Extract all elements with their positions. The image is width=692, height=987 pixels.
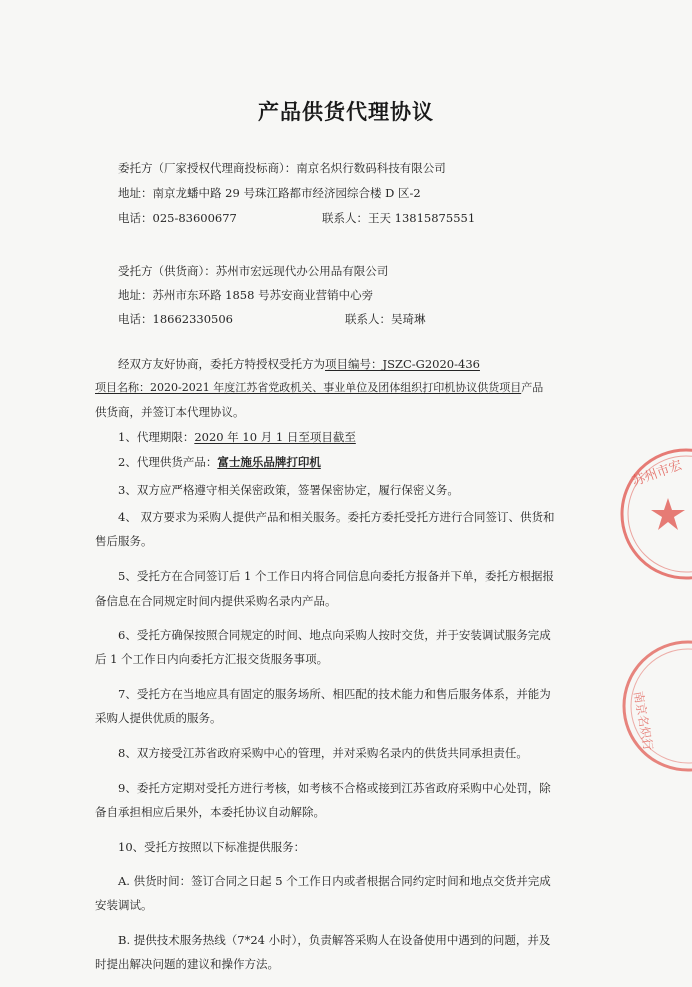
company-seal-stamp-2 xyxy=(612,636,692,776)
intro-line-3: 供货商，并签订本代理协议。 xyxy=(95,405,245,419)
principal-phone-label: 电话： xyxy=(118,211,153,225)
agent-contact-label: 联系人： xyxy=(345,312,391,326)
seal-2-text: 南京名炽行 xyxy=(631,690,656,752)
principal-phone: 025-83600677 xyxy=(152,211,237,225)
principal-phone-line xyxy=(118,210,237,226)
intro-part1: 经双方友好协商，委托方特授权受托方为 xyxy=(118,357,325,371)
clause-6-line-1: 6、受托方确保按照合同规定的时间、地点向采购人按时交货，并于安装调试服务完成 xyxy=(118,628,551,642)
agent-name: 苏州市宏远现代办公用品有限公司 xyxy=(215,264,389,278)
intro-line-1 xyxy=(118,356,480,372)
clause-3: 3、双方应严格遵守相关保密政策，签署保密协定，履行保密义务。 xyxy=(118,483,459,497)
principal-address-line xyxy=(118,185,421,201)
agent-name-line xyxy=(118,263,388,279)
principal-name: 南京名炽行数码科技有限公司 xyxy=(296,161,446,175)
clause-5-line-2: 备信息在合同规定时间内提供采购名录内产品。 xyxy=(95,594,337,608)
principal-name-label: 委托方（厂家授权代理商投标商）： xyxy=(118,161,297,175)
principal-address: 南京龙蟠中路 29 号珠江路都市经济园综合楼 D 区-2 xyxy=(152,186,421,200)
intro-project-no: 项目编号：JSZC-G2020-436 xyxy=(325,357,480,371)
agent-phone: 18662330506 xyxy=(152,312,233,326)
agent-phone-line xyxy=(118,311,233,327)
intro-part2: 产品 xyxy=(521,381,544,394)
company-seal-stamp-1 xyxy=(608,446,692,582)
clause-7-line-2: 采购人提供优质的服务。 xyxy=(95,711,222,725)
agent-address: 苏州市东环路 1858 号苏安商业营销中心旁 xyxy=(152,288,374,302)
agent-phone-label: 电话： xyxy=(118,312,153,326)
principal-contact: 王天 13815875551 xyxy=(368,211,476,225)
principal-contact-label: 联系人： xyxy=(322,211,368,225)
clause-8: 8、双方接受江苏省政府采购中心的管理，并对采购名录内的供货共同承担责任。 xyxy=(118,746,528,760)
clause-2-label: 2、代理供货产品： xyxy=(118,455,218,469)
clause-7-line-1: 7、受托方在当地应具有固定的服务场所、相匹配的技术能力和售后服务体系，并能为 xyxy=(118,687,551,701)
clause-a-line-2: 安装调试。 xyxy=(95,898,153,912)
seal-1-text: 苏州市宏 xyxy=(630,457,685,490)
clause-1-label: 1、代理期限： xyxy=(118,430,195,444)
clause-9-line-2: 备自承担相应后果外，本委托协议自动解除。 xyxy=(95,805,325,819)
agent-contact-line xyxy=(345,311,426,327)
agent-name-label: 受托方（供货商）： xyxy=(118,264,216,278)
intro-project-name: 项目名称：2020-2021 年度江苏省党政机关、事业单位及团体组织打印机协议供货项目 xyxy=(95,381,522,394)
document-title: 产品供货代理协议 xyxy=(258,99,434,124)
intro-line-2 xyxy=(95,380,543,396)
clause-2-value: 富士施乐品牌打印机 xyxy=(217,455,321,469)
agent-address-label: 地址： xyxy=(118,288,153,302)
clause-a-line-1: A. 供货时间：签订合同之日起 5 个工作日内或者根据合同约定时间和地点交货并完成 xyxy=(118,874,551,888)
clause-5-line-1: 5、受托方在合同签订后 1 个工作日内将合同信息向委托方报备并下单，委托方根据报 xyxy=(118,569,554,583)
clause-9-line-1: 9、委托方定期对受托方进行考核，如考核不合格或接到江苏省政府采购中心处罚，除 xyxy=(118,781,551,795)
principal-name-line xyxy=(118,160,446,176)
clause-1 xyxy=(118,429,356,445)
clause-4-line-1: 4、 双方要求为采购人提供产品和相关服务。委托方委托受托方进行合同签订、供货和 xyxy=(118,510,555,524)
clause-1-value: 2020 年 10 月 1 日至项目截至 xyxy=(194,430,356,444)
clause-6-line-2: 后 1 个工作日内向委托方汇报交货服务事项。 xyxy=(95,652,329,666)
principal-address-label: 地址： xyxy=(118,186,153,200)
clause-10: 10、受托方按照以下标准提供服务： xyxy=(118,840,306,854)
clause-b-line-2: 时提出解决问题的建议和操作方法。 xyxy=(95,957,279,971)
clause-2 xyxy=(118,454,321,470)
principal-contact-line xyxy=(322,210,475,226)
agent-address-line xyxy=(118,287,373,303)
clause-4-line-2: 售后服务。 xyxy=(95,534,153,548)
agent-contact: 吴琦琳 xyxy=(391,312,426,326)
clause-b-line-1: B. 提供技术服务热线（7*24 小时），负责解答采购人在设备使用中遇到的问题，并及 xyxy=(118,933,551,947)
